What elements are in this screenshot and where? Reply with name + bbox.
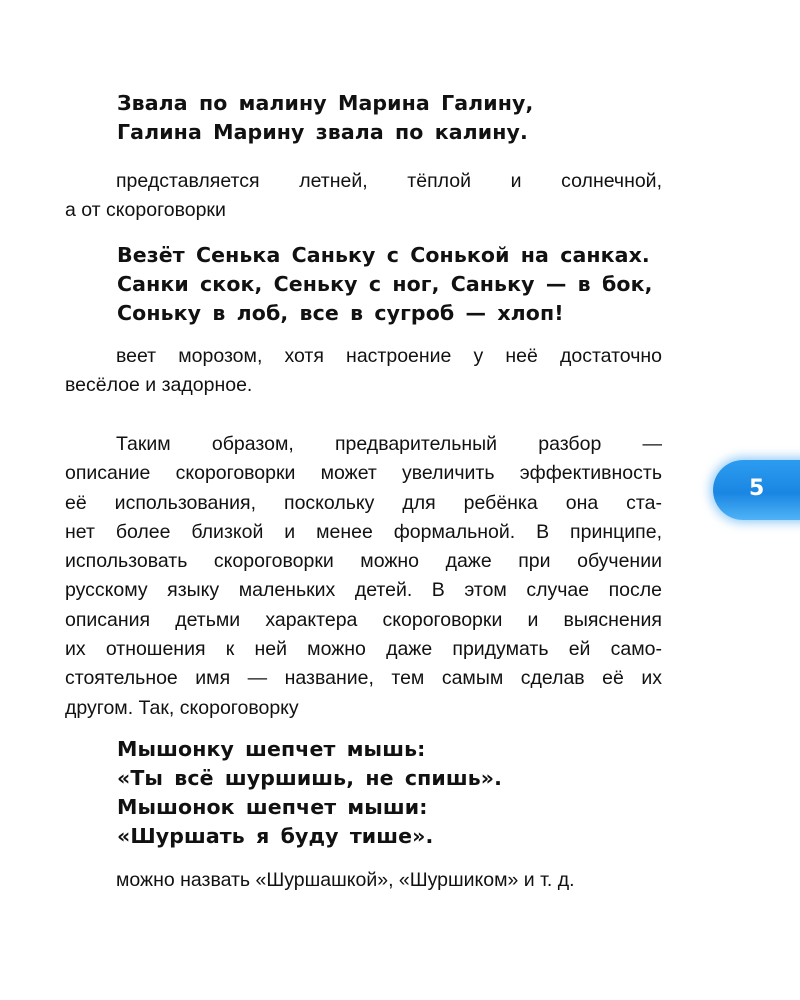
- poem-line: Везёт Сенька Саньку с Сонькой на санках.: [117, 243, 650, 267]
- poem-line: Мышонку шепчет мышь:: [117, 737, 426, 761]
- text-line: русскому языку маленьких детей. В этом случае после: [65, 579, 662, 602]
- text-line: описание скороговорки может увеличить эффективность: [65, 462, 662, 485]
- tongue-twister-malina: [117, 89, 533, 147]
- text-line: а от скороговорки: [65, 199, 226, 222]
- text-line: другом. Так, скороговорку: [65, 696, 299, 719]
- text-line: использовать скороговорки можно даже при обучении: [65, 550, 662, 573]
- page-number-badge: [713, 460, 800, 520]
- paragraph-frost: [65, 342, 662, 401]
- poem-line: Звала по малину Марина Галину,: [117, 91, 534, 115]
- tongue-twister-senka: [117, 241, 652, 328]
- paragraph-names: [65, 866, 662, 895]
- text-line: нет более близкой и менее формальной. В принципе,: [65, 520, 662, 543]
- text-line: описания детьми характера скороговорки и выяснения: [65, 608, 662, 631]
- paragraph-conclusion: [65, 430, 662, 723]
- poem-line: «Шуршать я буду тише».: [117, 824, 434, 848]
- poem-line: Соньку в лоб, все в сугроб — хлоп!: [117, 301, 564, 325]
- text-line: весёлое и задорное.: [65, 374, 253, 397]
- poem-line: Санки скок, Сеньку с ног, Саньку — в бок,: [117, 272, 653, 296]
- poem-line: «Ты всё шуршишь, не спишь».: [117, 766, 503, 790]
- text-line: веет морозом, хотя настроение у неё достаточно: [116, 345, 662, 367]
- poem-line: Мышонок шепчет мыши:: [117, 795, 428, 819]
- text-line: её использования, поскольку для ребёнка она ста-: [65, 491, 662, 514]
- paragraph-summer: [65, 167, 662, 226]
- text-line: стоятельное имя — название, тем самым сделав её их: [65, 667, 662, 690]
- page-number: 5: [749, 476, 765, 501]
- text-line: можно назвать «Шуршашкой», «Шуршиком» и т. д.: [116, 869, 575, 891]
- tongue-twister-mouse: [117, 735, 502, 851]
- poem-line: Галина Марину звала по калину.: [117, 120, 528, 144]
- text-line: их отношения к ней можно даже придумать ей само-: [65, 638, 662, 661]
- text-line: представляется летней, тёплой и солнечной,: [116, 170, 662, 192]
- text-line: Таким образом, предварительный разбор —: [116, 433, 662, 455]
